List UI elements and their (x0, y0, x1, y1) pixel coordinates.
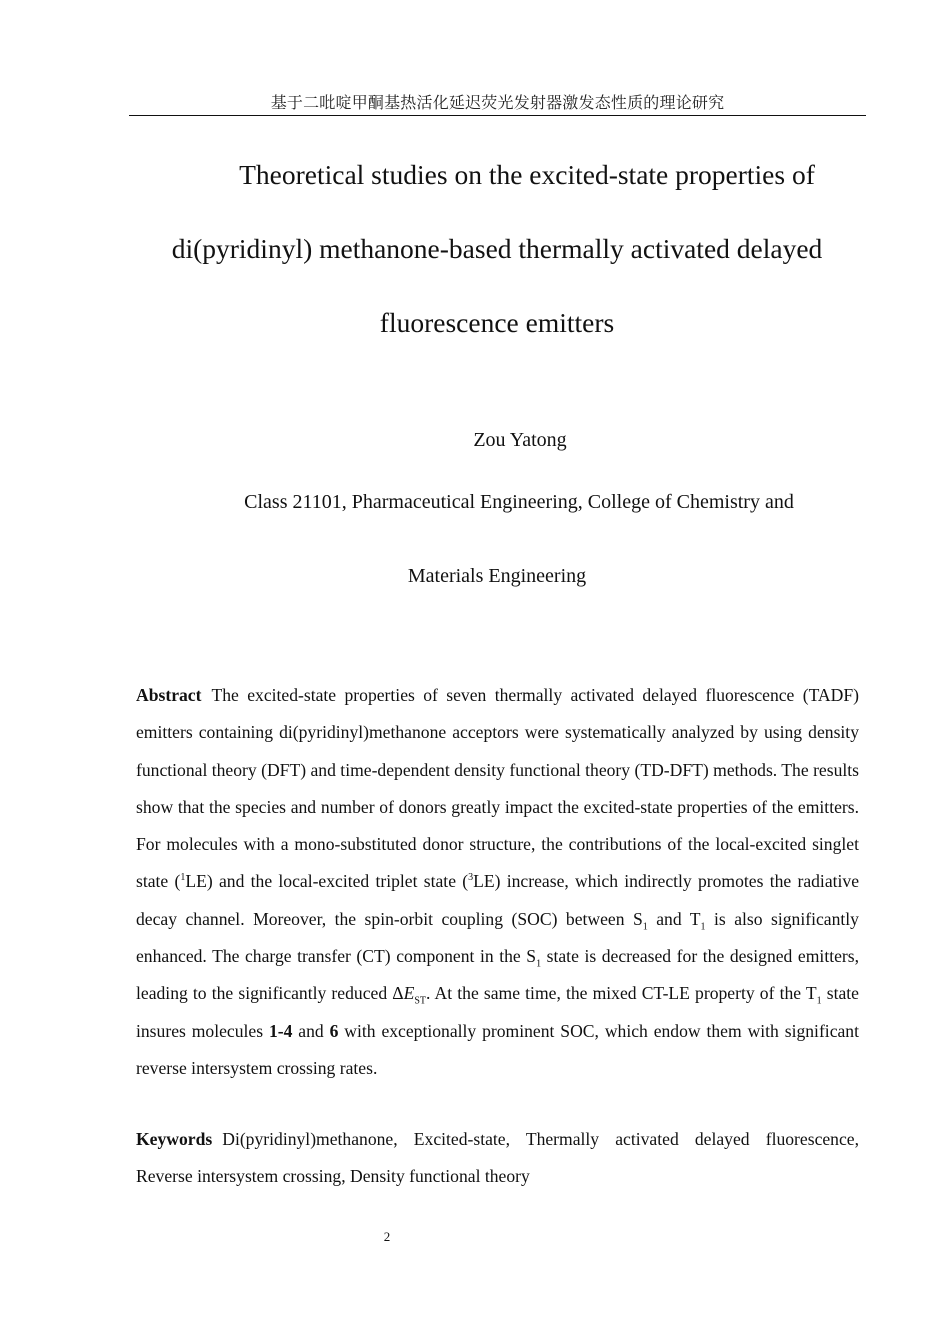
paper-title (136, 138, 858, 360)
subscript-1: 1 (536, 958, 542, 970)
abstract-text: and T (647, 908, 701, 929)
subscript-1: 1 (700, 921, 706, 933)
title-line-1: Theoretical studies on the excited-state properties of (239, 159, 815, 190)
superscript-3: 3 (468, 872, 474, 884)
superscript-1: 1 (180, 872, 186, 884)
affiliation-line-1: Class 21101, Pharmaceutical Engineering, College of Chemistry and (244, 491, 794, 513)
abstract (136, 677, 859, 1087)
subscript-st: ST (414, 995, 426, 1007)
abstract-text: . At the same time, the mixed CT-LE property of the T (425, 983, 817, 1004)
abstract-text: LE) and the local-excited triplet state ( (185, 871, 469, 892)
keywords (136, 1121, 859, 1195)
header-rule (129, 115, 866, 116)
keywords-text: Di(pyridinyl)methanone, Excited-state, Thermally activated delayed fluorescence, Reverse intersystem crossing, Density functional theory (136, 1129, 859, 1186)
abstract-label: Abstract (136, 685, 202, 705)
title-line-2: di(pyridinyl) methanone-based thermally activated delayed (171, 233, 823, 264)
author-name: Zou Yatong (473, 429, 567, 451)
affiliation-line-2: Materials Engineering (407, 565, 587, 587)
abstract-text: state is decreased for the designed emitters, leading to the significantly reduced Δ (136, 946, 860, 1004)
running-header: 基于二吡啶甲酮基热活化延迟荧光发射器激发态性质的理论研究 (270, 93, 725, 112)
page-number: 2 (383, 1229, 391, 1244)
subscript-1: 1 (816, 995, 822, 1007)
title-line-3: fluorescence emitters (379, 307, 615, 338)
affiliation (136, 488, 858, 590)
abstract-text: state insures molecules (136, 983, 859, 1041)
subscript-1: 1 (642, 921, 648, 933)
molecule-label: 1-4 (268, 1020, 293, 1041)
abstract-text: is also significantly enhanced. The charge transfer (CT) component in the S (136, 908, 859, 967)
abstract-text: LE) increase, which indirectly promotes the radiative decay channel. Moreover, the spin-orbit coupling (SOC) between S (136, 871, 860, 929)
molecule-label: 6 (329, 1020, 339, 1041)
keywords-label: Keywords (136, 1129, 213, 1149)
italic-e: E (403, 983, 415, 1004)
abstract-text: and (292, 1020, 330, 1041)
abstract-text: The excited-state properties of seven thermally activated delayed fluorescence (TADF) emitters containing di(pyridinyl)methanone acceptors were systematically analyzed by using density functional theory (DFT) and time-dependent density functional theory (TD-DFT) methods. The results show that the species and number of donors greatly impact the excited-state properties of the emitters. For molecules with a mono-substituted donor structure, the contributions of the local-excited singlet state ( (136, 685, 859, 892)
abstract-text: with exceptionally prominent SOC, which endow them with significant reverse intersystem crossing rates. (136, 1020, 859, 1078)
